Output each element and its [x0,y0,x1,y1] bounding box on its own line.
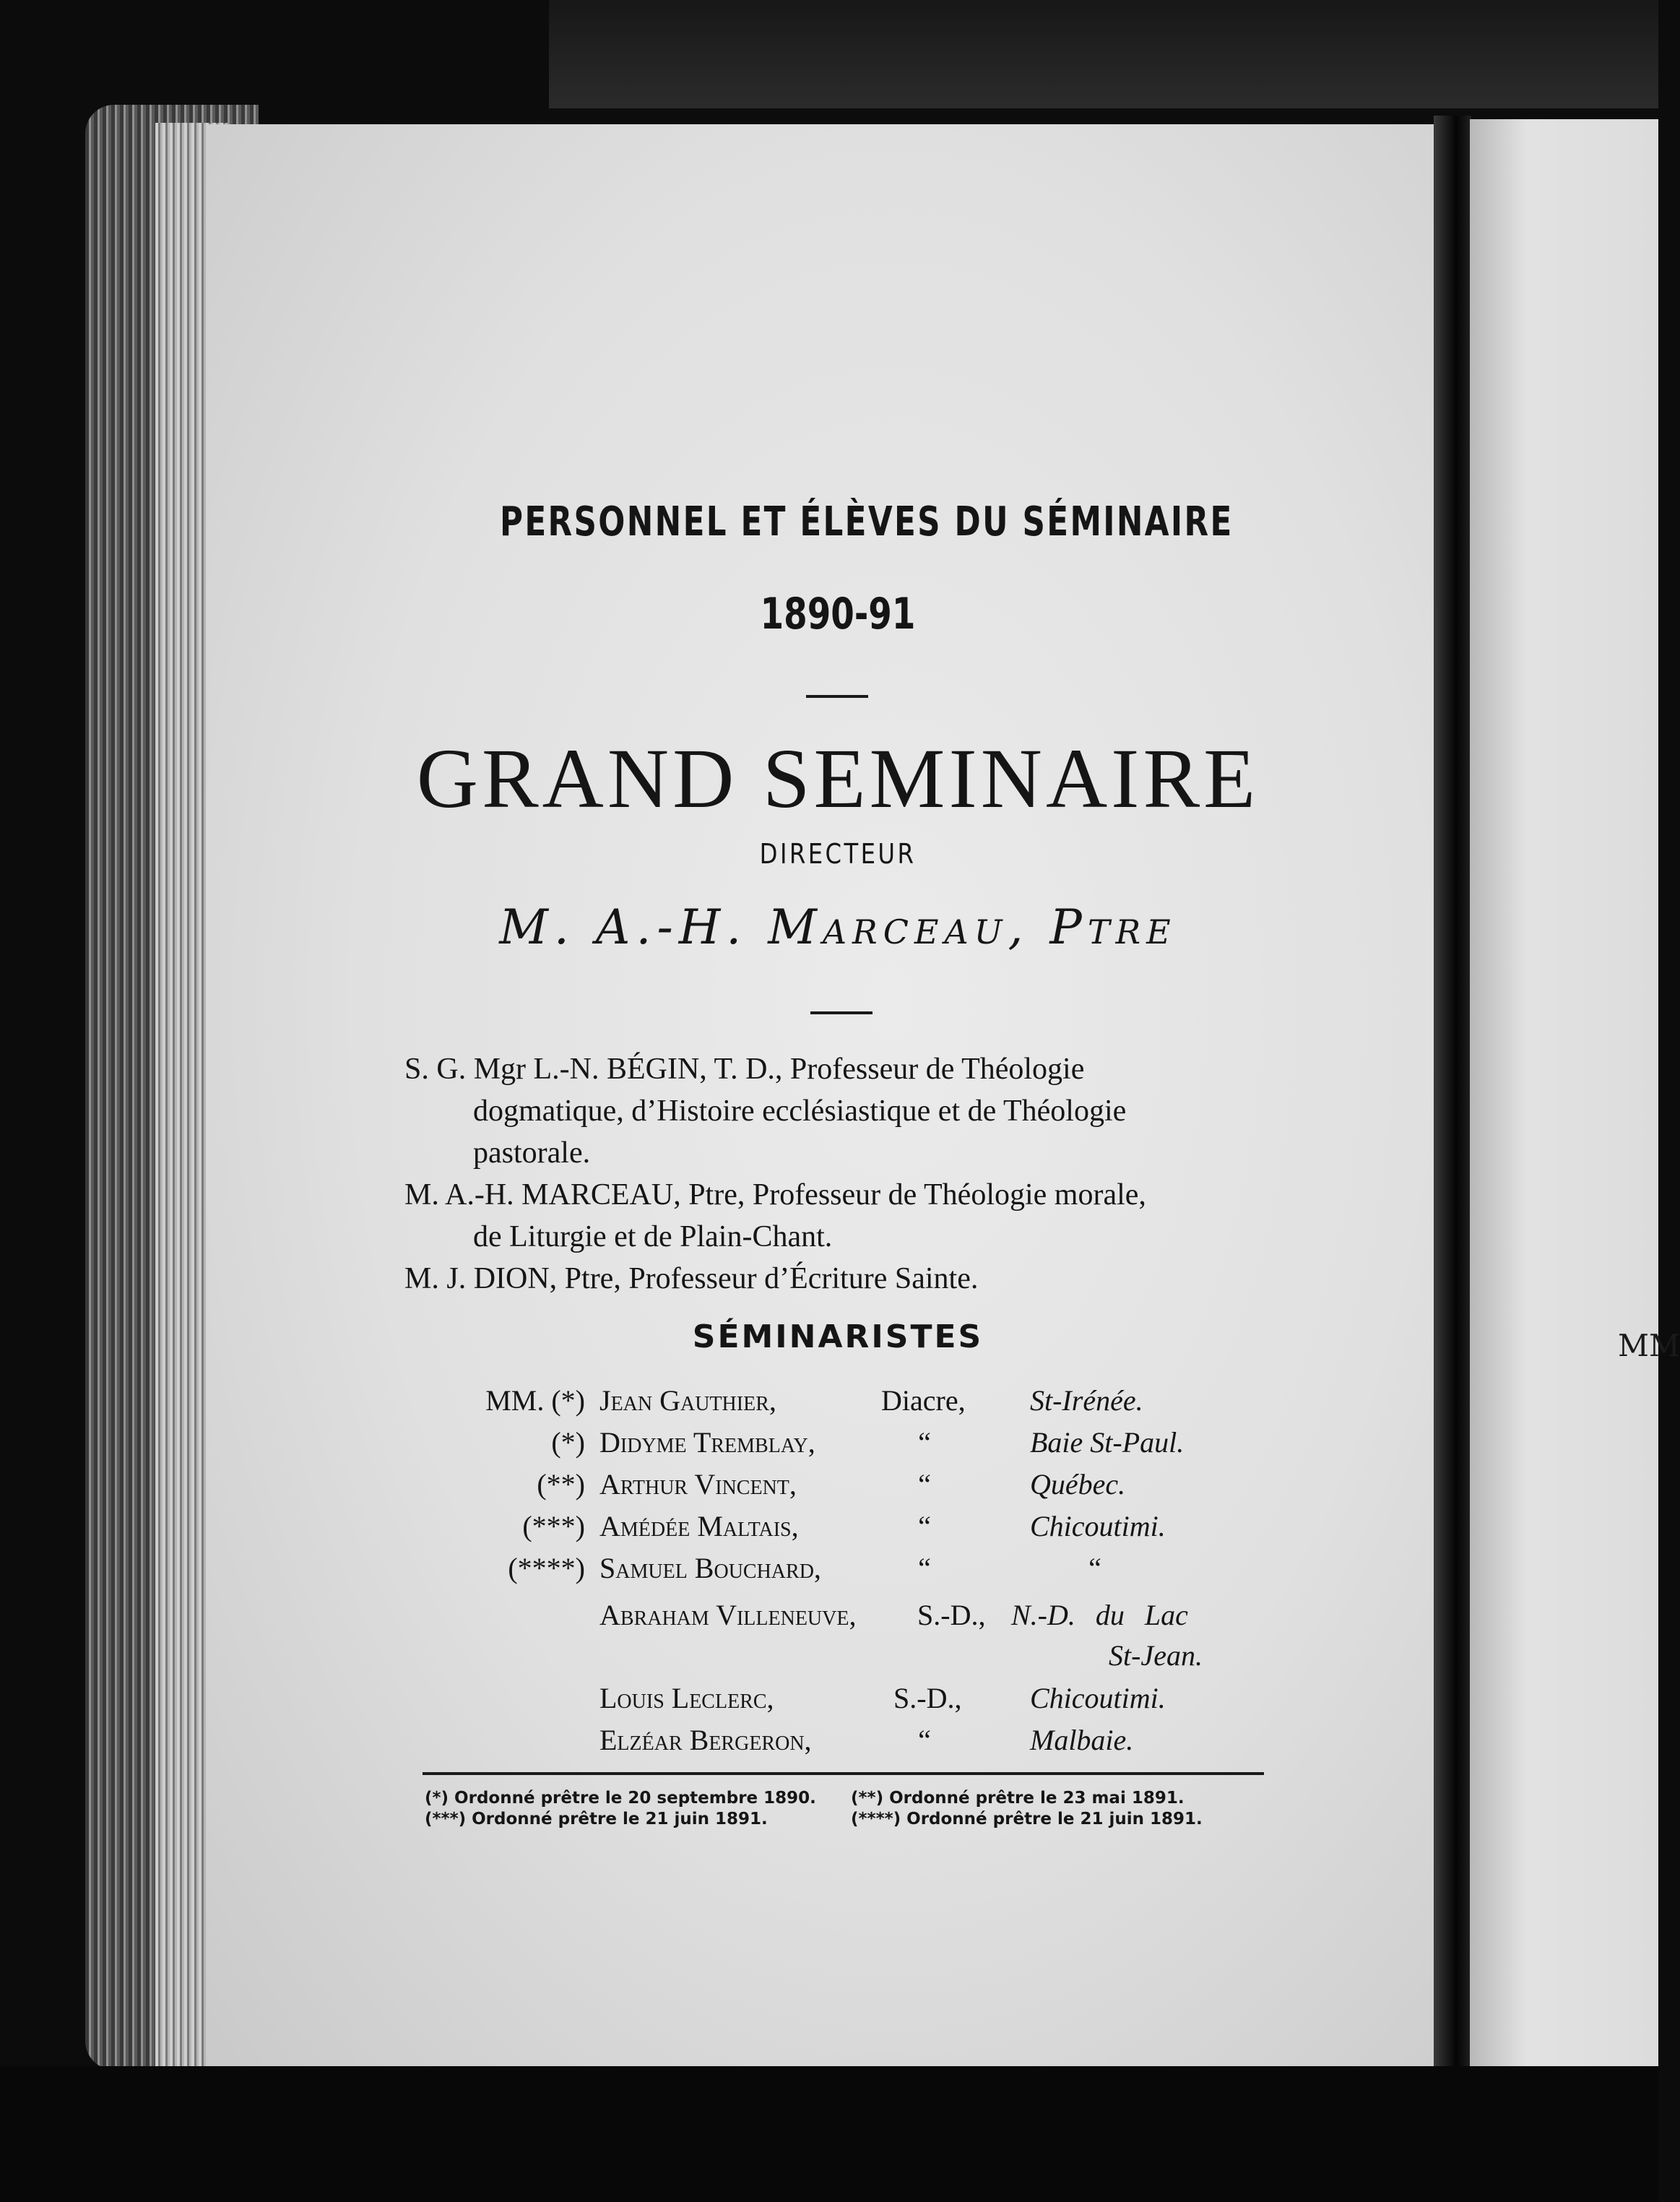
seminarist-role: “ [918,1426,931,1459]
year-heading: 1890-91 [760,589,916,639]
staff-entry-line: M. A.-H. MARCEAU, Ptre, Professeur de Théologie morale, [404,1178,1146,1212]
seminarist-place: Malbaie. [1030,1724,1134,1756]
footnote: (*) Ordonné prêtre le 20 septembre 1890. [425,1789,816,1808]
background-shadow [549,0,1658,108]
row-prefix: (**) [537,1468,585,1501]
row-prefix: (****) [508,1552,585,1584]
seminarist-name: Arthur Vincent, [599,1468,797,1501]
seminarist-name: Abraham Villeneuve, [599,1599,857,1631]
seminarist-role: S.-D., [917,1599,986,1631]
staff-entry-line: S. G. Mgr L.-N. BÉGIN, T. D., Professeur de Théologie [404,1053,1085,1086]
divider-rule [810,1011,873,1014]
seminarist-place: N.-D. du Lac [1011,1599,1188,1631]
director-label: DIRECTEUR [759,838,917,870]
page-heading: PERSONNEL ET ÉLÈVES DU SÉMINAIRE [500,498,1234,545]
seminarist-role: S.-D., [893,1682,962,1714]
seminarist-name: Amédée Maltais, [599,1510,799,1542]
staff-entry-line: pastorale. [473,1136,591,1170]
row-prefix: (***) [522,1510,585,1542]
seminarist-place: Baie St-Paul. [1030,1426,1185,1459]
seminarist-place: Chicoutimi. [1030,1510,1166,1542]
seminarist-role: “ [918,1724,931,1756]
section-title: GRAND SEMINAIRE [416,731,1260,826]
seminarist-place: St-Jean. [1109,1639,1203,1672]
footnote-rule [423,1772,1264,1775]
footnote: (***) Ordonné prêtre le 21 juin 1891. [425,1810,768,1828]
seminarist-name: Louis Leclerc, [599,1682,774,1714]
seminarist-role: “ [918,1510,931,1542]
footnote: (**) Ordonné prêtre le 23 mai 1891. [851,1789,1185,1808]
director-name: M. A.-H. Marceau, Ptre [499,899,1177,955]
seminarist-name: Didyme Tremblay, [599,1426,815,1459]
right-page [1470,119,1658,2073]
right-page-fragment: MM [1618,1328,1680,1363]
seminaristes-heading: SÉMINARISTES [692,1318,984,1355]
divider-rule [806,695,868,698]
seminarist-place: Québec. [1030,1468,1126,1501]
row-prefix: (*) [551,1426,585,1459]
row-prefix: MM. (*) [485,1384,585,1417]
book-gutter [1434,116,1471,2073]
seminarist-place: St-Irénée. [1030,1384,1143,1417]
seminarist-name: Jean Gauthier, [599,1384,776,1417]
seminarist-place: “ [1088,1552,1101,1584]
background-bottom [0,2066,1658,2202]
seminarist-role: “ [918,1552,931,1584]
seminarist-name: Samuel Bouchard, [599,1552,821,1584]
seminarist-role: “ [918,1468,931,1501]
staff-entry-line: de Liturgie et de Plain-Chant. [473,1220,833,1253]
footnote: (****) Ordonné prêtre le 21 juin 1891. [851,1810,1203,1828]
seminarist-name: Elzéar Bergeron, [599,1724,812,1756]
staff-entry-line: M. J. DION, Ptre, Professeur d’Écriture Sainte. [404,1262,979,1295]
staff-entry-line: dogmatique, d’Histoire ecclésiastique et de Théologie [473,1094,1127,1128]
seminarist-role: Diacre, [881,1384,966,1417]
seminarist-place: Chicoutimi. [1030,1682,1166,1714]
